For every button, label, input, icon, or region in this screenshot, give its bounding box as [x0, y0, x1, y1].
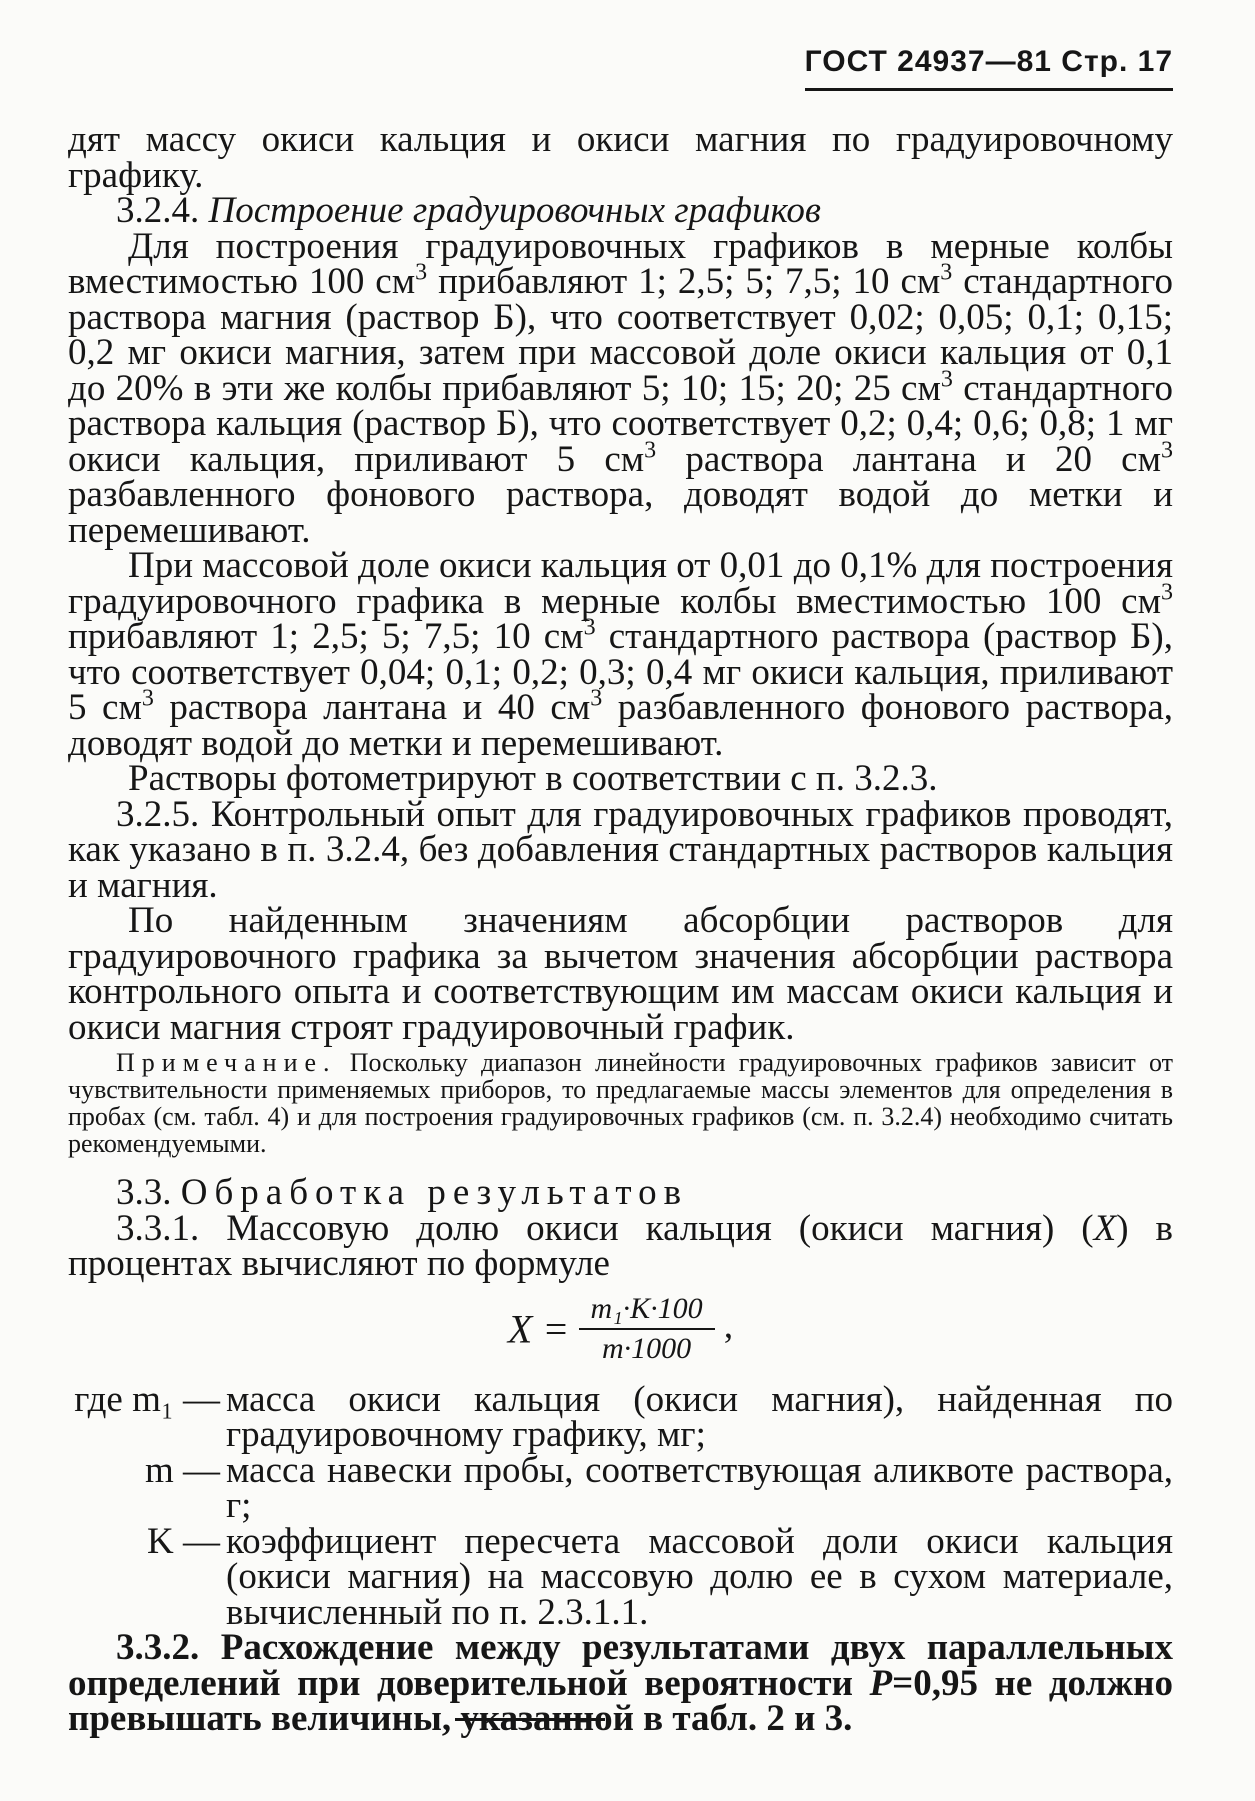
- formula-numerator: m₁·K·100: [579, 1292, 715, 1330]
- paragraph-absorption: По найденным значениям абсорбции растворов для градуировочного графика за вычетом значения абсорбции раствора контрольного опыта и соответствующим им массам окиси кальция и окиси магния строят градуировочный график.: [68, 900, 1173, 1048]
- paragraph-3-3-2: 3.3.2. Расхождение между результатами двух параллельных определений при доверительной вероятности P=0,95 не должно превышать величины, указанной в табл. 2 и 3.: [68, 1627, 1173, 1739]
- section-title: Построение градуировочных графиков: [208, 190, 821, 231]
- formula-trail: ,: [723, 1304, 734, 1346]
- definition-text: масса навески пробы, соответствующая аликвоте раствора, г;: [226, 1449, 1173, 1526]
- section-title: Обработка результатов: [180, 1172, 689, 1213]
- definition-term: где m₁ —: [74, 1378, 220, 1420]
- note-text: Поскольку диапазон линейности градуировочных графиков зависит от чувствительности применяемых приборов, то предлагаемые массы элементов для определения в пробах (см. табл. 4) и для построения градуировочных графиков (см. п. 3.2.4) необходимо считать рекомендуемыми.: [68, 1048, 1173, 1158]
- definition-row: [68, 1520, 1173, 1633]
- variable-definitions: [68, 1378, 1173, 1633]
- formula-denominator: m·1000: [602, 1331, 692, 1365]
- paragraph-continuation: дят массу окиси кальция и окиси магния по градуировочному графику.: [68, 119, 1173, 196]
- end-rule: [455, 1718, 605, 1721]
- section-number: 3.2.4.: [116, 190, 200, 231]
- section-heading-3-2-4: [68, 190, 1173, 231]
- section-heading-3-3: [68, 1172, 1173, 1213]
- paragraph-low-concentration: При массовой доле окиси кальция от 0,01 до 0,1% для построения градуировочного графика в мерные колбы вместимостью 100 $см^3$ прибавляют 1; 2,5; 5; 7,5; 10 $см^3$ стандартного раствора (раствор Б), что соответствует 0,04; 0,1; 0,2; 0,3; 0,4 мг окиси кальция, приливают 5 $см^3$ раствора лантана и 40 $см^3$ разбавленного фонового раствора, доводят водой до метки и перемешивают.: [68, 545, 1174, 764]
- section-number: 3.3.: [116, 1172, 172, 1213]
- paragraph-3-2-5: 3.2.5. Контрольный опыт для градуировочных графиков проводят, как указано в п. 3.2.4, без добавления стандартных растворов кальция и магния.: [68, 793, 1173, 906]
- definition-text: масса окиси кальция (окиси магния), найденная по градуировочному графику, мг;: [226, 1378, 1173, 1455]
- paragraph-3-3-1: 3.3.1. Массовую долю окиси кальция (окиси магния) (X) в процентах вычисляют по формуле: [68, 1207, 1174, 1284]
- paragraph-photometry: Растворы фотометрируют в соответствии с п. 3.2.3.: [128, 758, 938, 799]
- page-body: [68, 119, 1174, 1739]
- page-header: ГОСТ 24937—81 Стр. 17: [805, 44, 1173, 91]
- definition-term: m —: [144, 1449, 220, 1491]
- formula-fraction: [579, 1292, 715, 1366]
- formula: [68, 1292, 1173, 1364]
- formula-lhs: X =: [507, 1305, 570, 1351]
- paragraph-calibration-procedure: Для построения градуировочных графиков в мерные колбы вместимостью 100 $см^3$ прибавляют 1; 2,5; 5; 7,5; 10 $см^3$ стандартного раствора магния (раствор Б), что соответствует 0,02; 0,05; 0,1; 0,15; 0,2 мг окиси магния, затем при массовой доле окиси кальция от 0,1 до 20% в эти же колбы прибавляют 5; 10; 15; 20; 25 $см^3$ стандартного раствора кальция (раствор Б), что соответствует 0,2; 0,4; 0,6; 0,8; 1 мг окиси кальция, приливают 5 $см^3$ раствора лантана и 20 $см^3$ разбавленного фонового раствора, доводят водой до метки и перемешивают.: [68, 225, 1173, 551]
- definition-text: коэффициент пересчета массовой доли окиси кальция (окиси магния) на массовую долю ее в сухом материале, вычисленный по п. 2.3.1.1.: [226, 1520, 1173, 1633]
- definition-row: [68, 1378, 1173, 1455]
- note: [68, 1049, 1173, 1157]
- definition-row: [68, 1449, 1173, 1526]
- note-label: Примечание.: [116, 1048, 337, 1077]
- definition-term: K —: [147, 1520, 220, 1562]
